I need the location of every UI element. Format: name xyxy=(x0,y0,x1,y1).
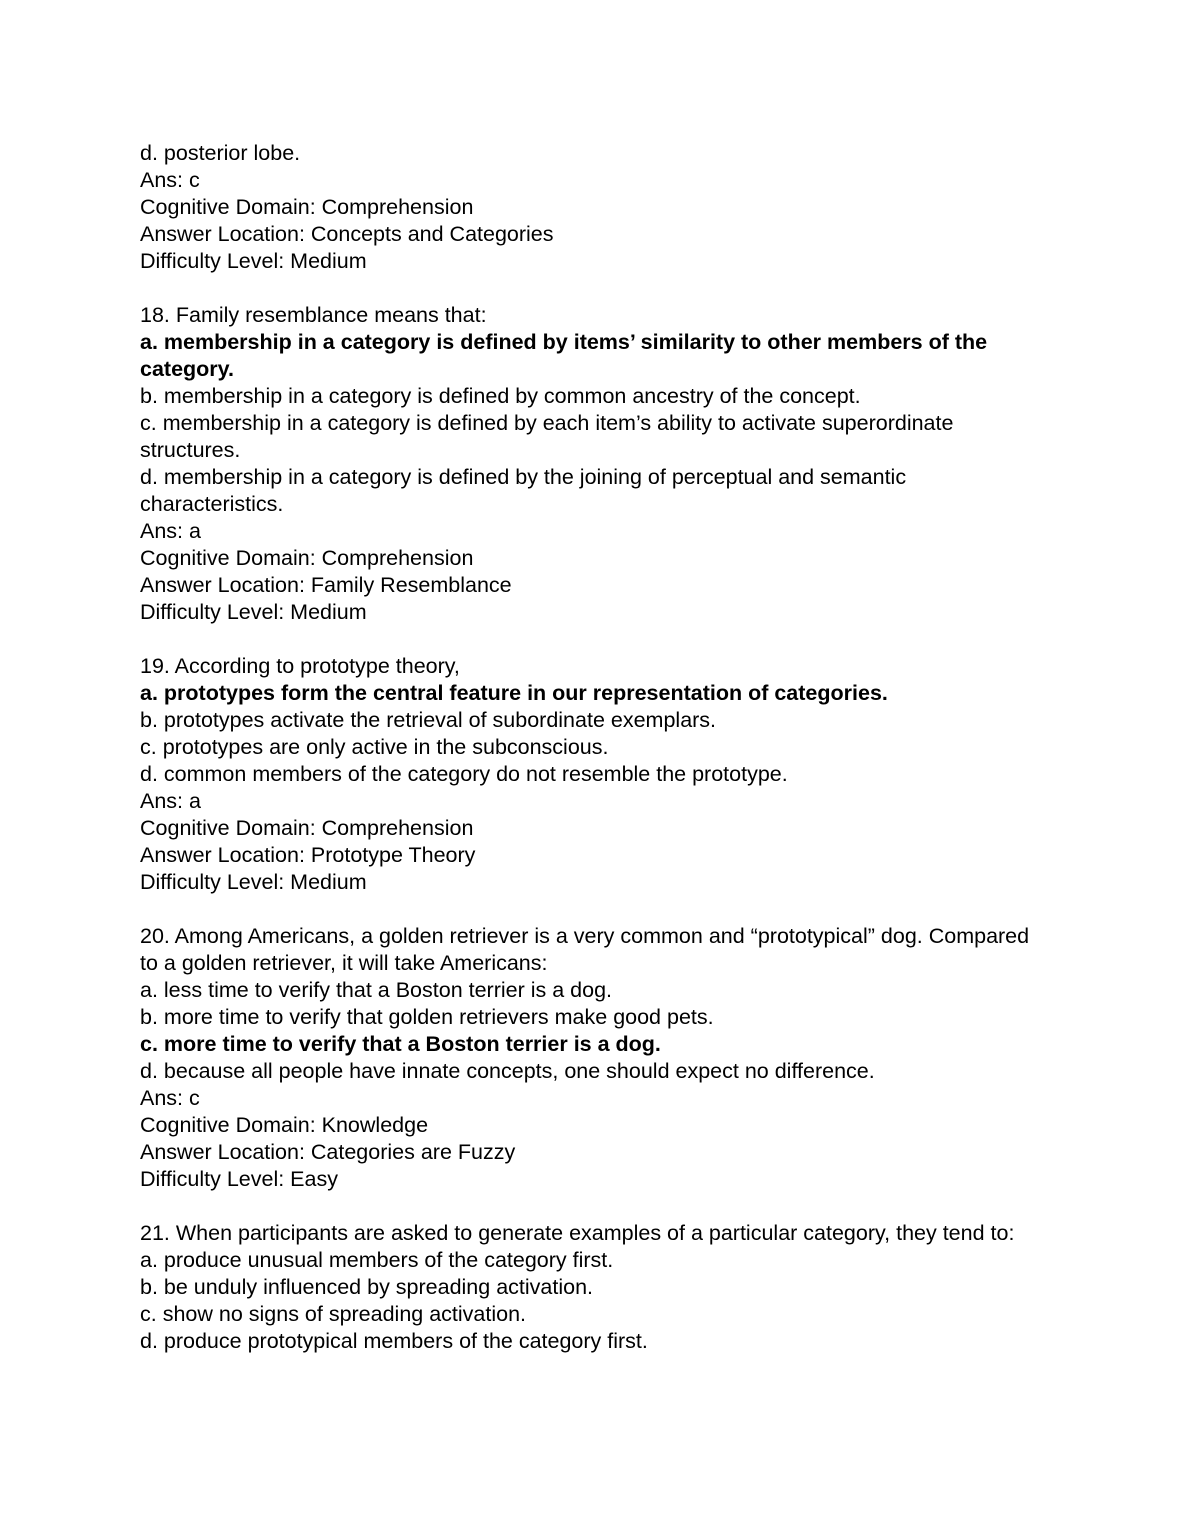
option-a-correct: a. membership in a category is defined by items’ similarity to other members of the category. xyxy=(140,330,988,381)
option-b: b. more time to verify that golden retrievers make good pets. xyxy=(140,1005,714,1029)
cognitive-domain: Cognitive Domain: Comprehension xyxy=(140,816,474,840)
spacer xyxy=(140,275,1040,302)
difficulty-level: Difficulty Level: Easy xyxy=(140,1167,338,1191)
option-b: b. prototypes activate the retrieval of subordinate exemplars. xyxy=(140,708,717,732)
option-c: c. membership in a category is defined by each item’s ability to activate superordinate structures. xyxy=(140,411,954,462)
cognitive-domain: Cognitive Domain: Comprehension xyxy=(140,546,474,570)
option-d: d. membership in a category is defined by the joining of perceptual and semantic characteristics. xyxy=(140,465,907,516)
document-page xyxy=(140,140,1040,1355)
spacer xyxy=(140,1193,1040,1220)
question-17-continuation xyxy=(140,140,1040,275)
answer-key: Ans: a xyxy=(140,519,201,543)
answer-location: Answer Location: Concepts and Categories xyxy=(140,222,554,246)
answer-key: Ans: c xyxy=(140,168,200,192)
answer-key: Ans: c xyxy=(140,1086,200,1110)
answer-location: Answer Location: Categories are Fuzzy xyxy=(140,1140,516,1164)
option-a: a. less time to verify that a Boston terrier is a dog. xyxy=(140,978,613,1002)
answer-key: Ans: a xyxy=(140,789,201,813)
question-19 xyxy=(140,653,1040,896)
question-stem: 20. Among Americans, a golden retriever is a very common and “prototypical” dog. Compared to a golden retriever, it will take Americans: xyxy=(140,924,1030,975)
difficulty-level: Difficulty Level: Medium xyxy=(140,249,367,273)
difficulty-level: Difficulty Level: Medium xyxy=(140,870,367,894)
option-d: d. posterior lobe. xyxy=(140,141,301,165)
cognitive-domain: Cognitive Domain: Knowledge xyxy=(140,1113,429,1137)
option-c: c. prototypes are only active in the subconscious. xyxy=(140,735,609,759)
answer-location: Answer Location: Prototype Theory xyxy=(140,843,476,867)
option-a: a. produce unusual members of the category first. xyxy=(140,1248,614,1272)
answer-location: Answer Location: Family Resemblance xyxy=(140,573,512,597)
difficulty-level: Difficulty Level: Medium xyxy=(140,600,367,624)
question-stem: 18. Family resemblance means that: xyxy=(140,303,487,327)
question-stem: 19. According to prototype theory, xyxy=(140,654,460,678)
question-stem: 21. When participants are asked to generate examples of a particular category, they tend to: xyxy=(140,1221,1015,1245)
option-b: b. membership in a category is defined by common ancestry of the concept. xyxy=(140,384,861,408)
option-d: d. because all people have innate concepts, one should expect no difference. xyxy=(140,1059,875,1083)
question-20 xyxy=(140,923,1040,1193)
question-21 xyxy=(140,1220,1040,1355)
spacer xyxy=(140,896,1040,923)
option-d: d. common members of the category do not resemble the prototype. xyxy=(140,762,788,786)
cognitive-domain: Cognitive Domain: Comprehension xyxy=(140,195,474,219)
question-18 xyxy=(140,302,1040,626)
option-b: b. be unduly influenced by spreading activation. xyxy=(140,1275,594,1299)
spacer xyxy=(140,626,1040,653)
option-c: c. show no signs of spreading activation. xyxy=(140,1302,527,1326)
option-c-correct: c. more time to verify that a Boston terrier is a dog. xyxy=(140,1032,661,1056)
option-a-correct: a. prototypes form the central feature in our representation of categories. xyxy=(140,681,888,705)
option-d: d. produce prototypical members of the category first. xyxy=(140,1329,648,1353)
